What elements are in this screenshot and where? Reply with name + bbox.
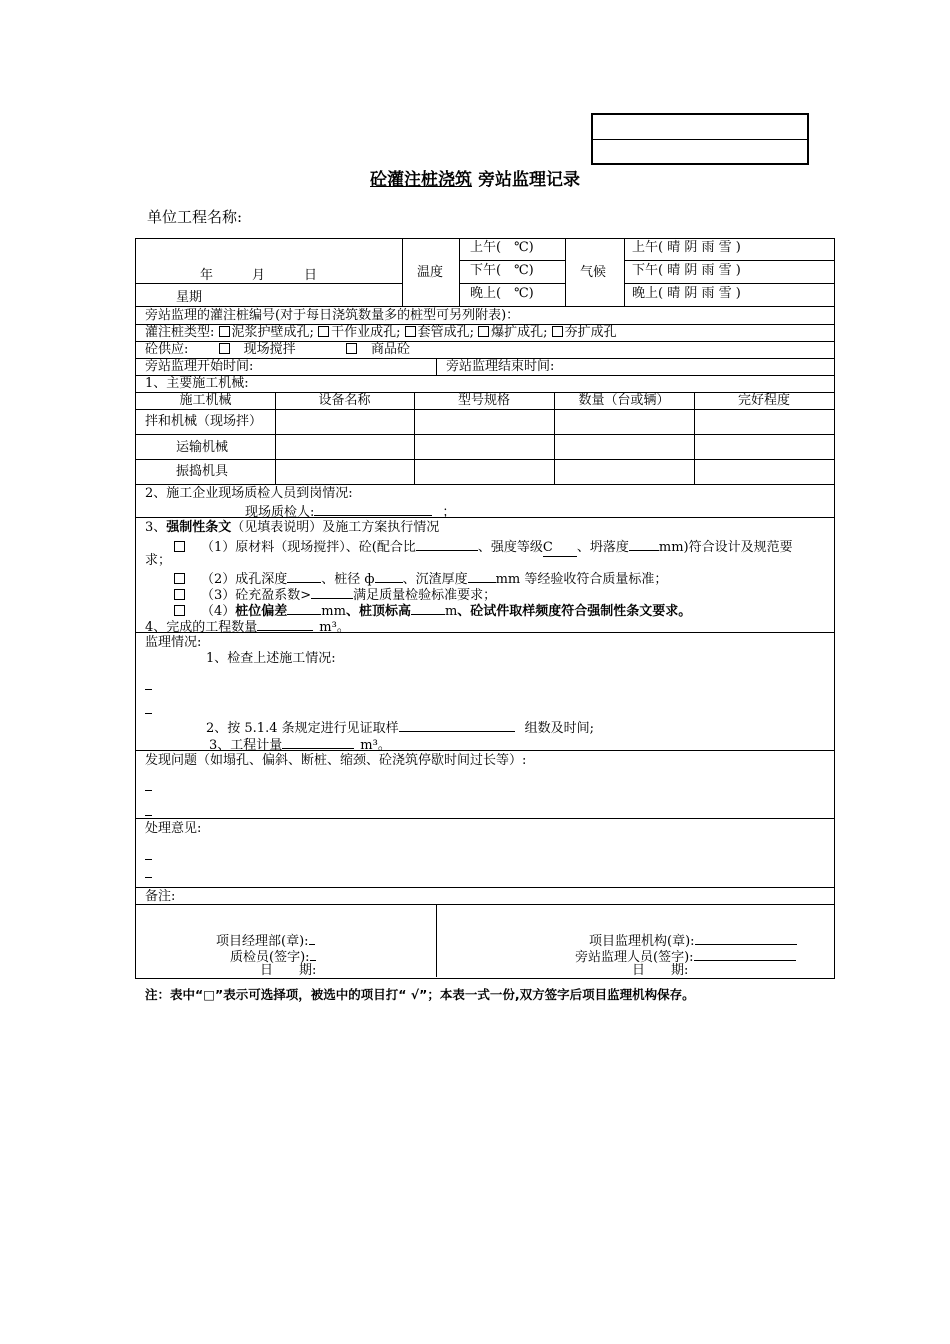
item1-e: mm)符合设计及规范要 [658, 540, 793, 555]
pile-type-label: 灌注桩类型: [145, 325, 215, 340]
week-field[interactable]: 星期 [176, 290, 203, 305]
checkbox-icon[interactable] [346, 343, 357, 354]
position-deviation-input[interactable] [287, 601, 321, 615]
section3-number: 3、 [145, 520, 167, 535]
table-header: 完好程度 [737, 393, 790, 408]
blank-line [145, 859, 152, 860]
machinery-title: 1、主要施工机械: [145, 376, 249, 391]
quantity-line [145, 617, 350, 636]
item4-d: 、桩顶标高 [345, 604, 411, 619]
slump-input[interactable] [629, 537, 659, 551]
checkbox-icon[interactable] [552, 326, 563, 337]
fill-factor-input[interactable] [311, 585, 353, 599]
table-header: 数量（台或辆） [578, 393, 670, 408]
item3-end: m³。 [360, 738, 391, 753]
sign-left-3[interactable]: 日 期: [260, 963, 317, 978]
qty-b: m³。 [319, 620, 350, 635]
item1-cont: 求； [145, 553, 172, 568]
item4-c: mm [321, 604, 346, 619]
blank-line [145, 877, 152, 878]
checkbox-icon[interactable] [174, 589, 185, 600]
supervision-title: 监理情况: [145, 635, 202, 650]
pile-type-option: 泥浆护壁成孔; [231, 325, 314, 340]
inspector-end: ； [442, 505, 456, 520]
weather-afternoon[interactable]: 下午( 晴 阴 雨 雪 ) [632, 263, 741, 278]
item1-d: 、坍落度 [576, 540, 629, 555]
checkbox-icon[interactable] [174, 605, 185, 616]
blank-line [145, 689, 152, 690]
unit-name-label: 单位工程名称: [147, 208, 243, 226]
top-elevation-input[interactable] [411, 601, 445, 615]
checkbox-icon[interactable] [219, 326, 230, 337]
opinion-label: 处理意见: [145, 821, 202, 836]
sign-label: 质检员(签字): [230, 950, 310, 965]
item4-f: 、砼试件取样频度符合强制性条文要求。 [457, 604, 692, 619]
record-number-box [591, 113, 809, 165]
blank-line [145, 815, 152, 816]
inspector-input[interactable] [314, 502, 432, 516]
blank-line [145, 713, 152, 714]
item2-c: 、沉渣厚度 [402, 572, 468, 587]
remark-label: 备注: [145, 889, 176, 904]
item3-b: 满足质量检验标准要求； [353, 588, 497, 603]
concrete-supply-label: 砼供应: [145, 342, 189, 357]
pile-type-option: 套管成孔; [417, 325, 474, 340]
sign-label: 项目监理机构(章): [589, 934, 695, 949]
table-row-label: 运输机械 [176, 440, 229, 455]
blank-line [145, 790, 152, 791]
item1-b: 、强度等级 [477, 540, 543, 555]
item1-a: （1）原材料（现场搅拌）、砼(配合比 [201, 540, 416, 555]
footnote: 注：表中“□”表示可选择项，被选中的项目打“ √”；本表一式一份,双方签字后项目监理机构保存。 [145, 987, 695, 1002]
strength-grade-input[interactable] [543, 540, 577, 557]
table-header: 设备名称 [318, 393, 371, 408]
item3-a: （3）砼充盈系数> [201, 588, 312, 603]
date-field[interactable]: 年 月 日 [200, 268, 318, 283]
temp-evening[interactable]: 晚上( ℃) [470, 286, 534, 301]
item2-end: 组数及时间; [524, 721, 595, 736]
temp-morning[interactable]: 上午( ℃) [470, 240, 534, 255]
item4-a: （4） [201, 604, 236, 619]
temp-afternoon[interactable]: 下午( ℃) [470, 263, 534, 278]
item4-e: m [444, 604, 458, 619]
supervision-item3 [209, 735, 391, 754]
sign-label: 项目经理部(章): [216, 934, 309, 949]
mandatory-clauses: 强制性条文 [166, 520, 232, 535]
page-title [0, 170, 950, 190]
section3-title-rest: （见填表说明）及施工方案执行情况 [231, 520, 440, 535]
temperature-label: 温度 [417, 265, 444, 280]
item2-text: 2、按 5.1.4 条规定进行见证取样 [206, 721, 399, 736]
title-rest: 旁站监理记录 [472, 170, 580, 190]
supervision-item1: 1、检查上述施工情况: [206, 651, 336, 666]
pile-type-option: 爆扩成孔; [491, 325, 548, 340]
item1-line [174, 537, 793, 557]
weather-label: 气候 [580, 265, 607, 280]
concrete-supply-row [145, 342, 410, 358]
sign-input[interactable] [695, 931, 797, 945]
sampling-input[interactable] [399, 718, 515, 732]
checkbox-icon[interactable] [219, 343, 230, 354]
pile-type-option: 夯扩成孔 [564, 325, 617, 340]
concrete-option: 现场搅拌 [243, 342, 296, 357]
sign-label: 旁站监理人员(签字): [575, 950, 694, 965]
hole-depth-input[interactable] [287, 569, 321, 583]
weather-morning[interactable]: 上午( 晴 阴 雨 雪 ) [632, 240, 741, 255]
measurement-input[interactable] [282, 735, 354, 749]
pile-type-row [145, 325, 617, 341]
table-header: 施工机械 [179, 393, 232, 408]
end-time-field[interactable]: 旁站监理结束时间: [446, 359, 555, 374]
work-quantity-input[interactable] [257, 617, 313, 631]
checkbox-icon[interactable] [174, 573, 185, 584]
item3-text: 3、工程计量 [209, 738, 283, 753]
checkbox-icon[interactable] [405, 326, 416, 337]
inspector-row [245, 502, 455, 521]
checkbox-icon[interactable] [318, 326, 329, 337]
checkbox-icon[interactable] [174, 541, 185, 552]
sign-input[interactable] [309, 931, 315, 945]
sediment-input[interactable] [468, 569, 496, 583]
section2-title: 2、施工企业现场质检人员到岗情况: [145, 486, 353, 501]
section3-title [145, 520, 439, 536]
title-underlined: 砼灌注桩浇筑 [370, 170, 473, 190]
weather-evening[interactable]: 晚上( 晴 阴 雨 雪 ) [632, 286, 741, 301]
table-header: 型号规格 [457, 393, 510, 408]
checkbox-icon[interactable] [478, 326, 489, 337]
sign-input[interactable] [694, 947, 796, 961]
table-row-label: 振捣机具 [176, 464, 229, 479]
start-time-field[interactable]: 旁站监理开始时间: [145, 359, 254, 374]
item4-b: 桩位偏差 [235, 604, 288, 619]
item2-a: （2）成孔深度 [201, 572, 288, 587]
problems-label: 发现问题（如塌孔、偏斜、断桩、缩颈、砼浇筑停歇时间过长等）: [145, 753, 527, 768]
inspector-label: 现场质检人: [245, 505, 315, 520]
table-row-label: 拌和机械（现场拌） [145, 414, 263, 429]
qty-a: 4、完成的工程数量 [145, 620, 258, 635]
pile-type-option: 干作业成孔; [331, 325, 401, 340]
mix-ratio-input[interactable] [416, 537, 478, 551]
sign-right-3[interactable]: 日 期: [632, 963, 689, 978]
concrete-option: 商品砼 [370, 342, 410, 357]
item2-b: 、桩径 ф [321, 572, 375, 587]
item1-c: C [542, 540, 553, 555]
pile-number-row[interactable]: 旁站监理的灌注桩编号(对于每日浇筑数量多的桩型可另列附表)： [145, 308, 520, 323]
pile-diameter-input[interactable] [375, 569, 403, 583]
item2-d: mm 等经验收符合质量标准； [495, 572, 668, 587]
sign-input[interactable] [310, 947, 316, 961]
